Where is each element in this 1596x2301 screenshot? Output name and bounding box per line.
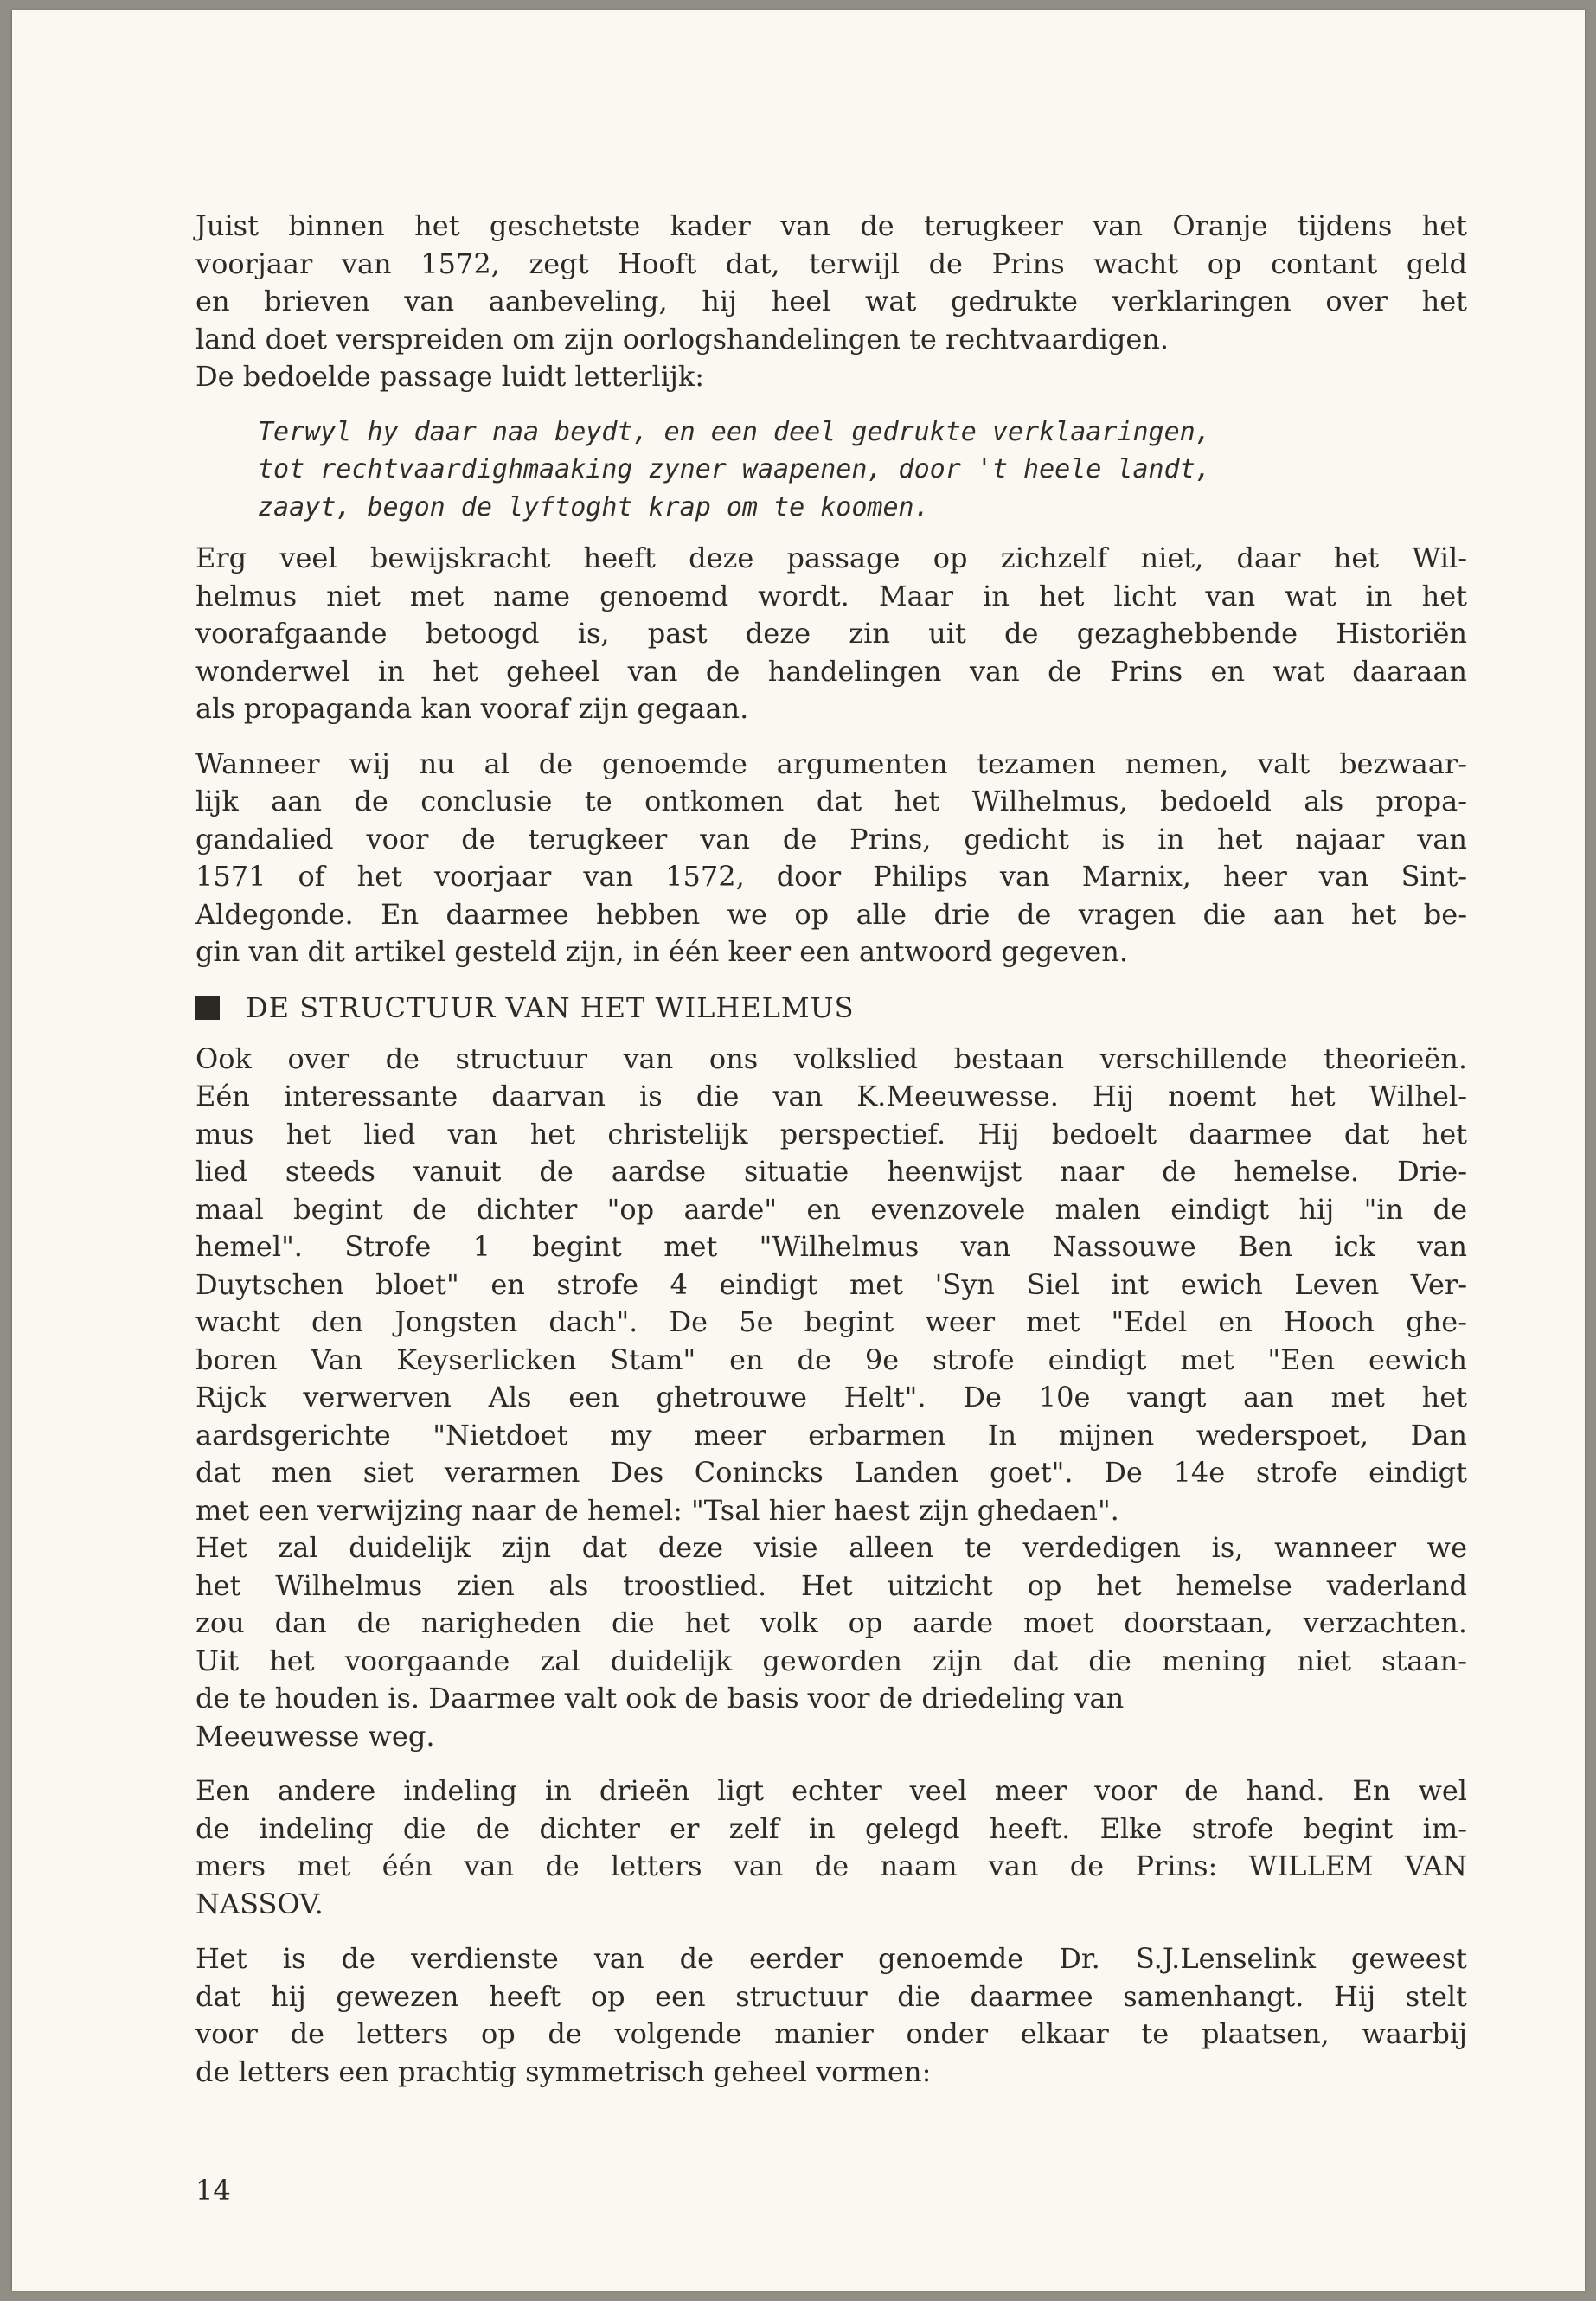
text-line: Erg veel bewijskracht heeft deze passage op zichzelf niet, daar het Wil- [195, 542, 1467, 574]
text-line: de letters een prachtig symmetrisch geheel vormen: [195, 2054, 932, 2088]
text-line: lijk aan de conclusie te ontkomen dat het Wilhelmus, bedoeld als propa- [195, 785, 1467, 817]
text-line: voorafgaande betoogd is, past deze zin uit de gezaghebbende Historiën [195, 617, 1467, 650]
section-heading [195, 989, 1467, 1027]
page-body [195, 208, 1467, 2108]
text-line: NASSOV. [195, 1887, 324, 1920]
text-line: en brieven van aanbeveling, hij heel wat gedrukte verklaringen over het [195, 285, 1467, 317]
text-line: Het is de verdienste van de eerder genoemde Dr. S.J.Lenselink geweest [195, 1942, 1467, 1975]
paragraph-1 [195, 208, 1467, 396]
text-line: Uit het voorgaande zal duidelijk geworden zijn dat die mening niet staan- [195, 1644, 1467, 1677]
quote-line: Terwyl hy daar naa beydt, en een deel gedrukte verklaaringen, [258, 416, 1211, 447]
text-line: Een andere indeling in drieën ligt echter veel meer voor de hand. En wel [195, 1774, 1467, 1807]
text-line: als propaganda kan vooraf zijn gegaan. [195, 692, 749, 725]
text-line: wacht den Jongsten dach". De 5e begint weer met "Edel en Hooch ghe- [195, 1305, 1467, 1338]
text-line: Het zal duidelijk zijn dat deze visie alleen te verdedigen is, wanneer we [195, 1531, 1467, 1564]
quote-line: zaayt, begon de lyftoght krap om te koomen. [258, 491, 930, 522]
paragraph-3 [195, 746, 1467, 971]
quotation-block [258, 413, 1467, 527]
text-line: gandalied voor de terugkeer van de Prins, gedicht is in het najaar van [195, 822, 1467, 856]
text-line: Duytschen bloet" en strofe 4 eindigt met 'Syn Siel int ewich Leven Ver- [195, 1267, 1467, 1301]
text-line: helmus niet met name genoemd wordt. Maar in het licht van wat in het [195, 579, 1467, 612]
text-line: voor de letters op de volgende manier onder elkaar te plaatsen, waarbij [195, 2017, 1467, 2050]
text-line: wonderwel in het geheel van de handelingen van de Prins en wat daaraan [195, 654, 1467, 688]
paragraph-5 [195, 1772, 1467, 1923]
text-line: de indeling die de dichter er zelf in gelegd heeft. Elke strofe begint im- [195, 1811, 1467, 1845]
text-line: het Wilhelmus zien als troostlied. Het uitzicht op het hemelse vaderland [195, 1568, 1467, 1602]
text-line: mers met één van de letters van de naam van de Prins: WILLEM VAN [195, 1849, 1467, 1882]
text-line: zou dan de narigheden die het volk op aarde moet doorstaan, verzachten. [195, 1606, 1467, 1639]
paragraph-2 [195, 540, 1467, 728]
text-line: Juist binnen het geschetste kader van de terugkeer van Oranje tijdens het [195, 209, 1467, 242]
page-number: 14 [195, 2174, 231, 2207]
text-line: Wanneer wij nu al de genoemde argumenten tezamen nemen, valt bezwaar- [195, 747, 1467, 780]
paragraph-4 [195, 1041, 1467, 1756]
quote-line: tot rechtvaardighmaaking zyner waapenen, door 't heele landt, [258, 454, 1211, 484]
text-line: de te houden is. Daarmee valt ook de basis voor de driedeling van [195, 1682, 1125, 1715]
section-heading-text: DE STRUCTUUR VAN HET WILHELMUS [246, 990, 855, 1024]
text-line: Meeuwesse weg. [195, 1719, 435, 1753]
text-line: maal begint de dichter "op aarde" en evenzovele malen eindigt hij "in de [195, 1192, 1467, 1226]
text-line: aardsgerichte "Nietdoet my meer erbarmen In mijnen wederspoet, Dan [195, 1418, 1467, 1452]
text-line: land doet verspreiden om zijn oorlogshandelingen te rechtvaardigen. [195, 322, 1170, 356]
text-line: gin van dit artikel gesteld zijn, in één keer een antwoord gegeven. [195, 935, 1129, 968]
text-line: Aldegonde. En daarmee hebben we op alle drie de vragen die aan het be- [195, 897, 1467, 931]
text-line: mus het lied van het christelijk perspectief. Hij bedoelt daarmee dat het [195, 1117, 1467, 1150]
text-line: met een verwijzing naar de hemel: "Tsal hier haest zijn ghedaen". [195, 1493, 1119, 1527]
text-line: hemel". Strofe 1 begint met "Wilhelmus van Nassouwe Ben ick van [195, 1230, 1467, 1263]
text-line: 1571 of het voorjaar van 1572, door Philips van Marnix, heer van Sint- [195, 860, 1467, 893]
square-bullet-icon [195, 996, 220, 1020]
text-line: Eén interessante daarvan is die van K.Meeuwesse. Hij noemt het Wilhel- [195, 1080, 1467, 1112]
text-line: Ook over de structuur van ons volkslied bestaan verschillende theorieën. [195, 1042, 1467, 1075]
text-line: dat men siet verarmen Des Conincks Landen goet". De 14e strofe eindigt [195, 1456, 1467, 1489]
text-line: boren Van Keyserlicken Stam" en de 9e strofe eindigt met "Een eewich [195, 1343, 1467, 1376]
paragraph-6 [195, 1940, 1467, 2091]
book-page [12, 10, 1585, 2291]
text-line: voorjaar van 1572, zegt Hooft dat, terwijl de Prins wacht op contant geld [195, 247, 1467, 280]
text-line: dat hij gewezen heeft op een structuur die daarmee samenhangt. Hij stelt [195, 1979, 1467, 2013]
text-line: Rijck verwerven Als een ghetrouwe Helt". De 10e vangt aan met het [195, 1381, 1467, 1413]
text-line: De bedoelde passage luidt letterlijk: [195, 360, 705, 393]
text-line: lied steeds vanuit de aardse situatie heenwijst naar de hemelse. Drie- [195, 1155, 1467, 1188]
